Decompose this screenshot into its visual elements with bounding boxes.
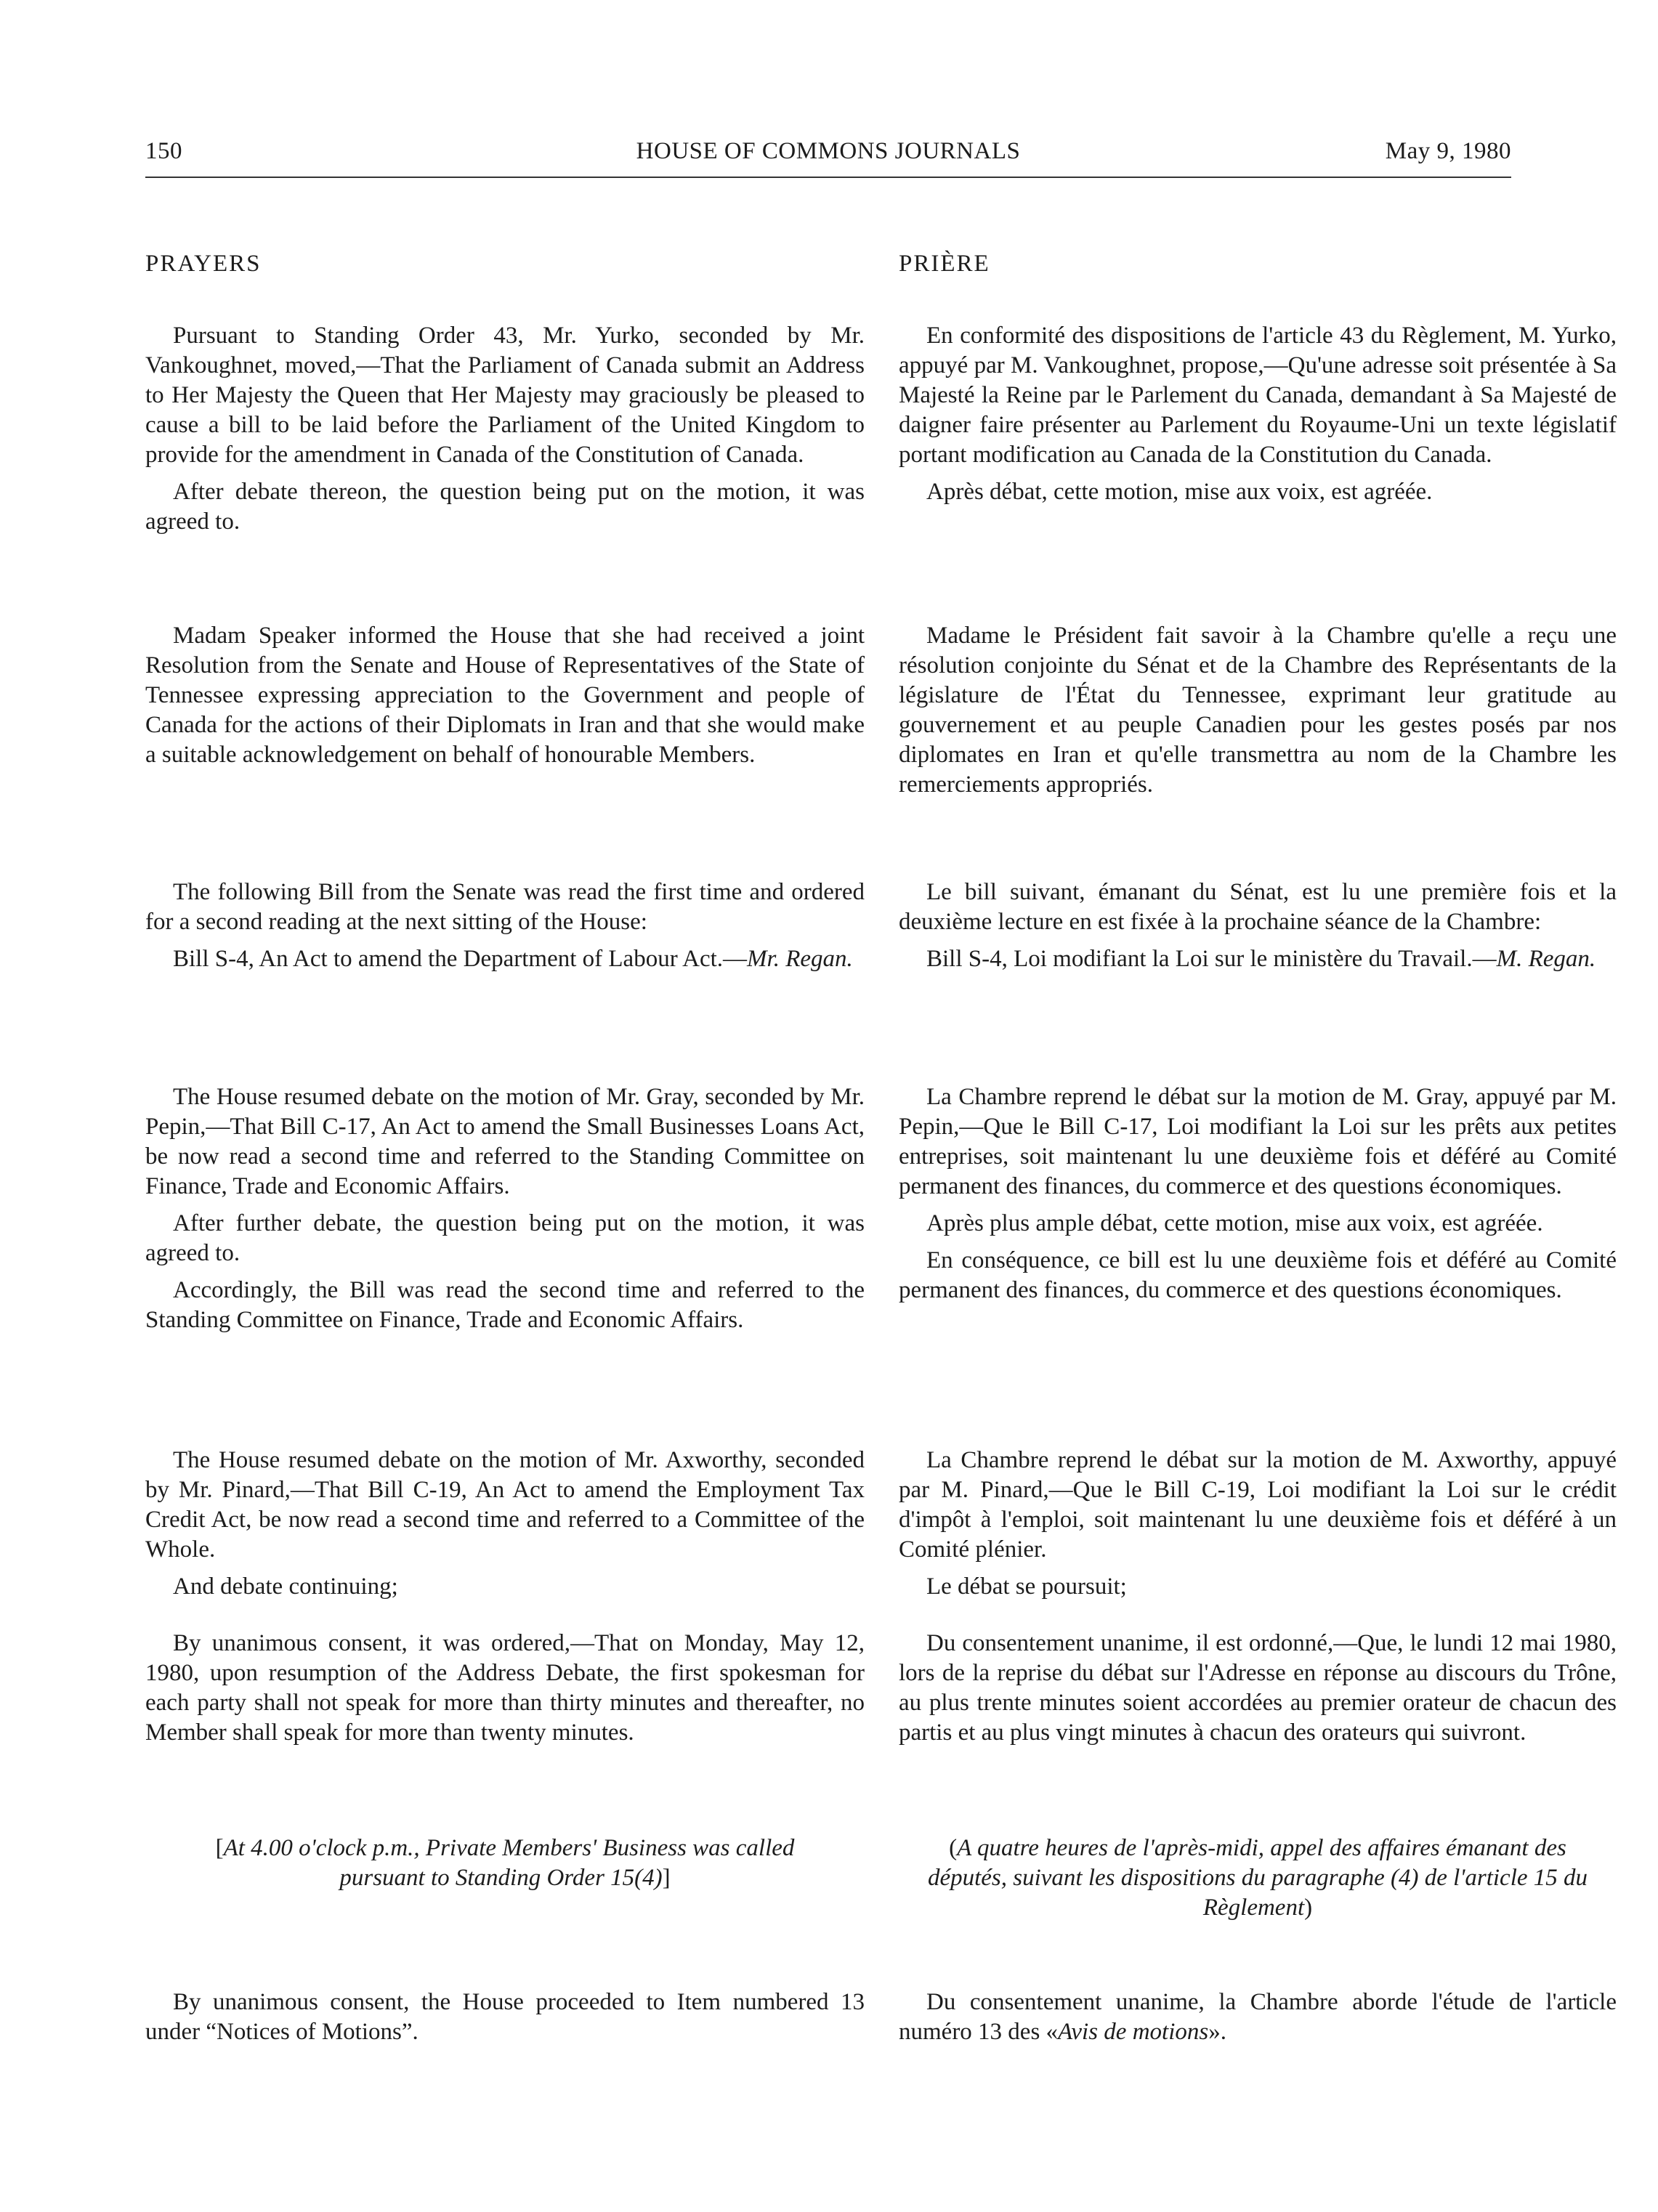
tennessee-resolution-section — [145, 621, 865, 777]
bill-c17-debate: The House resumed debate on the motion of Mr. Gray, seconded by Mr. Pepin,—That Bill C-17, An Act to amend the Small Businesses Loans Act, be now read a second time and referred to the Standing Committee on Finance, Trade and Economic Affairs. — [145, 1084, 865, 1199]
fr-tennessee-resolution-paragraph: Madame le Président fait savoir à la Chambre qu'elle a reçu une résolution conjointe du Sénat et de la Chambre des Représentants de la législature de l'État du Tennessee, exprimant leur gratitude au gouvernement et au peuple Canadien pour les gestes posés par nos diplomates en Iran et qu'elle transmettra au nom de la Chambre les remerciements appropriés. — [899, 623, 1617, 798]
fr-bill-c19-continuing: Le débat se poursuit; — [926, 1573, 1127, 1600]
motion-agreed-paragraph: After debate thereon, the question being put on the motion, it was agreed to. — [145, 479, 865, 535]
journal-title: HOUSE OF COMMONS JOURNALS — [636, 138, 1021, 164]
unanimous-order-paragraph: By unanimous consent, it was ordered,—That on Monday, May 12, 1980, upon resumption of the Address Debate, the first spokesman for each party shall not speak for more than thirty minutes and thereafter, no Member shall speak for more than twenty minutes. — [145, 1630, 865, 1746]
fr-bill-c17-section — [899, 1082, 1617, 1313]
fr-unanimous-order-section — [899, 1629, 1617, 1755]
fr-private-members-note — [899, 1834, 1617, 1930]
tennessee-resolution-paragraph: Madam Speaker informed the House that she had received a joint Resolution from the Senate and House of Representatives of the State of Tennessee expressing appreciation to the Government and people of Canada for the actions of their Diplomats in Iran and that she would make a suitable acknowledgement on behalf of honourable Members. — [145, 623, 865, 768]
private-members-text: At 4.00 o'clock p.m., Private Members' Business was called pursuant to Standing Order 15(4) — [223, 1835, 795, 1891]
constitution-motion-paragraph: Pursuant to Standing Order 43, Mr. Yurko, seconded by Mr. Vankoughnet, moved,—That the Parliament of Canada submit an Address to Her Majesty the Queen that Her Majesty may graciously be pleased to cause a bill to be laid before the Parliament of the United Kingdom to provide for the amendment in Canada of the Constitution of Canada. — [145, 323, 865, 468]
fr-senate-bill-title — [899, 944, 1617, 974]
senate-bill-intro: The following Bill from the Senate was read the first time and ordered for a second reading at the next sitting of the House: — [145, 879, 865, 935]
header-rule — [145, 177, 1511, 178]
bill-c17-agreed: After further debate, the question being put on the motion, it was agreed to. — [145, 1210, 865, 1266]
fr-private-members-close: ) — [1304, 1895, 1313, 1921]
running-header — [145, 138, 1511, 174]
fr-item13-post: ». — [1208, 2019, 1226, 2045]
sitting-date: May 9, 1980 — [1385, 138, 1511, 164]
bill-c19-section — [145, 1446, 865, 1609]
fr-constitution-motion-section — [899, 321, 1617, 514]
bill-c17-section — [145, 1082, 865, 1342]
private-members-open: [ — [215, 1835, 224, 1861]
senate-bill-section — [145, 878, 865, 981]
fr-item13-paragraph — [899, 1988, 1617, 2047]
fr-senate-bill-intro: Le bill suivant, émanant du Sénat, est lu une première fois et la deuxième lecture en est fixée à la prochaine séance de la Chambre: — [899, 879, 1617, 935]
senate-bill-text: Bill S-4, An Act to amend the Department of Labour Act.— — [173, 946, 748, 972]
fr-bill-c17-agreed: Après plus ample débat, cette motion, mise aux voix, est agréée. — [926, 1210, 1543, 1236]
constitution-motion-section — [145, 321, 865, 544]
fr-unanimous-order-paragraph: Du consentement unanime, il est ordonné,—Que, le lundi 12 mai 1980, lors de la reprise du débat sur l'Adresse en réponse au discours du Trône, au plus trente minutes soient accordées au premier orateur de chacun des partis et au plus vingt minutes à chacun des orateurs qui suivront. — [899, 1630, 1617, 1746]
fr-bill-c19-debate: La Chambre reprend le débat sur la motion de M. Axworthy, appuyé par M. Pinard,—Que le Bill C-19, Loi modifiant la Loi sur le crédit d'impôt à l'emploi, soit maintenant lu une deuxième fois et déféré à un Comité plénier. — [899, 1447, 1617, 1563]
fr-private-members-text: A quatre heures de l'après-midi, appel des affaires émanant des députés, suivant les dispositions du paragraphe (4) de l'article 15 du Règlement — [927, 1835, 1588, 1921]
senate-bill-sponsor: Mr. Regan. — [747, 946, 853, 972]
item13-paragraph: By unanimous consent, the House proceeded to Item numbered 13 under “Notices of Motions”. — [145, 1989, 865, 2045]
bill-c19-debate: The House resumed debate on the motion of Mr. Axworthy, seconded by Mr. Pinard,—That Bill C-19, An Act to amend the Employment Tax Credit Act, be now read a second time and referred to a Committee of the Whole. — [145, 1447, 865, 1563]
priere-heading: PRIÈRE — [899, 251, 990, 277]
fr-item13-italic: Avis de motions — [1058, 2019, 1209, 2045]
unanimous-order-section — [145, 1629, 865, 1755]
fr-item13-pre: Du consentement unanime, la Chambre aborde l'étude de l'article numéro 13 des « — [899, 1989, 1617, 2045]
fr-bill-c17-debate: La Chambre reprend le débat sur la motion de M. Gray, appuyé par M. Pepin,—Que le Bill C-17, Loi modifiant la Loi sur les prêts aux petites entreprises, soit maintenant lu une deuxième fois et déféré au Comité permanent des finances, du commerce et des questions économiques. — [899, 1084, 1617, 1199]
item13-section — [145, 1988, 865, 2054]
bill-c17-referred: Accordingly, the Bill was read the second time and referred to the Standing Committee on Finance, Trade and Economic Affairs. — [145, 1277, 865, 1333]
senate-bill-title — [145, 944, 865, 974]
fr-senate-bill-section — [899, 878, 1617, 981]
fr-private-members-open: ( — [949, 1835, 958, 1861]
fr-tennessee-resolution-section — [899, 621, 1617, 807]
fr-senate-bill-text: Bill S-4, Loi modifiant la Loi sur le ministère du Travail.— — [926, 946, 1497, 972]
fr-bill-c19-section — [899, 1446, 1617, 1609]
fr-bill-c17-referred: En conséquence, ce bill est lu une deuxième fois et déféré au Comité permanent des finances, du commerce et des questions économiques. — [899, 1247, 1617, 1303]
page-number: 150 — [145, 138, 182, 164]
private-members-note — [145, 1834, 865, 1900]
fr-private-members-line — [913, 1834, 1602, 1923]
private-members-line — [189, 1834, 821, 1893]
fr-item13-section — [899, 1988, 1617, 2054]
bill-c19-continuing: And debate continuing; — [173, 1573, 398, 1600]
fr-senate-bill-sponsor: M. Regan. — [1496, 946, 1596, 972]
private-members-close: ] — [662, 1865, 671, 1891]
fr-constitution-motion-paragraph: En conformité des dispositions de l'article 43 du Règlement, M. Yurko, appuyé par M. Vankoughnet, propose,—Qu'une adresse soit présentée à Sa Majesté la Reine par le Parlement du Canada, demandant à Sa Majesté de daigner faire présenter au Parlement du Royaume-Uni un texte législatif portant modification au Canada de la Constitution du Canada. — [899, 323, 1617, 468]
prayers-heading: PRAYERS — [145, 251, 262, 277]
fr-motion-agreed-paragraph: Après débat, cette motion, mise aux voix, est agréée. — [926, 479, 1433, 505]
